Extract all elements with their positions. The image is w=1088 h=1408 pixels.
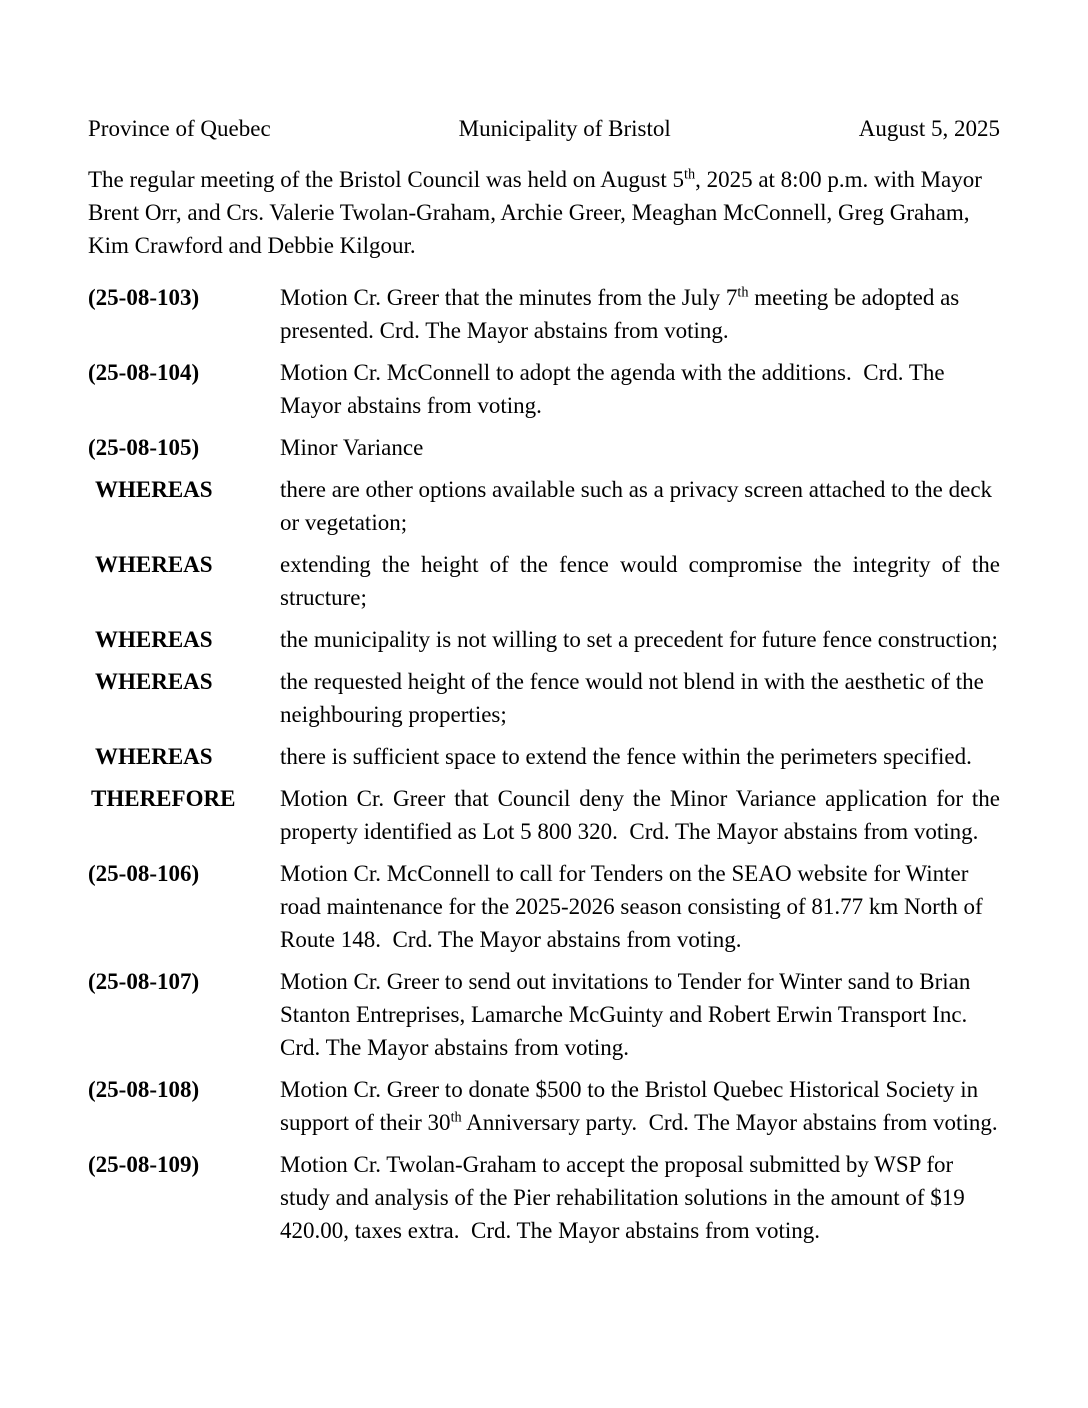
item-label: (25-08-106)	[88, 861, 200, 886]
item-text-part-1: Motion Cr. Greer to donate $500 to the Bristol Quebec Historical Society in support of their 30	[280, 1077, 984, 1135]
header-municipality: Municipality of Bristol	[458, 116, 671, 141]
header-province: Province of Quebec	[88, 116, 271, 141]
item-text: there is sufficient space to extend the fence within the perimeters specified.	[280, 744, 972, 769]
item-label: (25-08-105)	[88, 435, 200, 460]
whereas-clause-3	[88, 623, 1000, 656]
item-text: there are other options available such as a privacy screen attached to the deck or vegetation;	[280, 477, 998, 535]
intro-text-2: , 2025 at 8:00 p.m. with Mayor Brent Orr, and Crs. Valerie Twolan-Graham, Archie Greer, Meaghan McConnell, Greg Graham, Kim Crawford and Debbie Kilgour.	[88, 167, 988, 258]
document-header	[88, 112, 1000, 145]
item-text: Motion Cr. Twolan-Graham to accept the proposal submitted by WSP for study and analysis of the Pier rehabilitation solutions in the amount of $19 420.00, taxes extra. Crd. The Mayor abstains from voting.	[280, 1152, 971, 1243]
item-label: (25-08-104)	[88, 360, 200, 385]
item-text: the municipality is not willing to set a precedent for future fence construction;	[280, 627, 998, 652]
minute-item-25-08-109	[88, 1148, 1000, 1247]
whereas-clause-1	[88, 473, 1000, 539]
item-label: (25-08-109)	[88, 1152, 200, 1177]
item-text: Motion Cr. McConnell to call for Tenders on the SEAO website for Winter road maintenance for the 2025-2026 season consisting of 81.77 km North of Route 148. Crd. The Mayor abstains from voting.	[280, 861, 989, 952]
whereas-clause-4	[88, 665, 1000, 731]
item-label: THEREFORE	[91, 786, 236, 811]
item-label: WHEREAS	[95, 744, 213, 769]
item-text-part-1: Motion Cr. Greer that the minutes from the July 7	[280, 285, 738, 310]
item-text: Motion Cr. Greer that Council deny the Minor Variance application for the property identified as Lot 5 800 320. Crd. The Mayor abstains from voting.	[280, 786, 1006, 844]
header-date: August 5, 2025	[858, 116, 1000, 141]
item-label: (25-08-103)	[88, 285, 200, 310]
item-label: WHEREAS	[95, 669, 213, 694]
item-label: (25-08-107)	[88, 969, 200, 994]
minute-item-25-08-107	[88, 965, 1000, 1064]
intro-text-1: The regular meeting of the Bristol Council was held on August 5	[88, 167, 684, 192]
item-label: WHEREAS	[95, 477, 213, 502]
minute-item-25-08-108	[88, 1073, 1000, 1139]
item-text: Motion Cr. Greer to send out invitations to Tender for Winter sand to Brian Stanton Entreprises, Lamarche McGuinty and Robert Erwin Transport Inc. Crd. The Mayor abstains from voting.	[280, 969, 979, 1060]
whereas-clause-2	[88, 548, 1006, 614]
minute-item-25-08-105	[88, 431, 1000, 464]
item-text	[280, 281, 1000, 347]
item-text-part-2: meeting be adopted as presented. Crd. The Mayor abstains from voting.	[280, 285, 965, 343]
minute-item-25-08-103	[88, 281, 1000, 347]
item-text: the requested height of the fence would not blend in with the aesthetic of the neighbouring properties;	[280, 669, 990, 727]
item-text: Minor Variance	[280, 435, 424, 460]
intro-superscript: th	[683, 166, 696, 183]
item-text: Motion Cr. McConnell to adopt the agenda with the additions. Crd. The Mayor abstains from voting.	[280, 360, 951, 418]
minute-item-25-08-106	[88, 857, 1000, 956]
whereas-clause-5	[88, 740, 1000, 773]
item-text	[280, 1073, 1000, 1139]
item-label: WHEREAS	[95, 627, 213, 652]
minute-item-25-08-104	[88, 356, 1000, 422]
item-label: WHEREAS	[95, 552, 213, 577]
item-text: extending the height of the fence would compromise the integrity of the structure;	[280, 552, 1006, 610]
therefore-clause	[88, 782, 1006, 848]
item-superscript: th	[737, 284, 749, 301]
intro-paragraph	[88, 163, 1000, 262]
item-text-part-2: Anniversary party. Crd. The Mayor abstains from voting.	[461, 1110, 998, 1135]
item-superscript: th	[450, 1109, 462, 1126]
item-label: (25-08-108)	[88, 1077, 200, 1102]
